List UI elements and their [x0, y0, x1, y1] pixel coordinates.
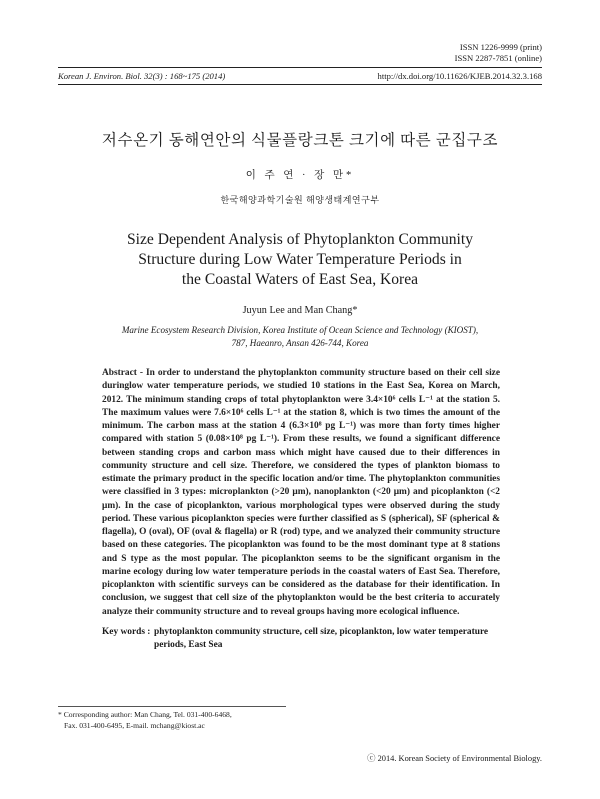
journal-reference: Korean J. Environ. Biol. 32(3) : 168~175 (2014)	[58, 71, 226, 81]
abstract-label: Abstract	[102, 368, 137, 378]
issn-online: ISSN 2287-7851 (online)	[454, 52, 542, 63]
korean-title: 저수온기 동해연안의 식물플랑크톤 크기에 따른 군집구조	[101, 132, 499, 149]
header-rule	[58, 67, 542, 68]
abstract-dash: -	[136, 368, 146, 378]
english-title	[0, 230, 600, 290]
korean-authors: 이 주 연 · 장 만*	[245, 170, 355, 181]
affiliation-line: Marine Ecosystem Research Division, Korea Institute of Ocean Science and Technology (KIOST),	[121, 325, 479, 335]
issn-print: ISSN 1226-9999 (print)	[459, 42, 542, 52]
footnote-line: * Corresponding author: Man Chang, Tel. 031-400-6468,	[58, 710, 232, 719]
footnote-line: Fax. 031-400-6495, E-mail. mchang@kiost.ac	[64, 720, 205, 730]
issn-block	[455, 42, 542, 63]
english-title-line: Size Dependent Analysis of Phytoplankton Community	[126, 231, 474, 248]
footnote-rule	[58, 706, 286, 707]
copyright: ⓒ 2014. Korean Society of Environmental Biology.	[367, 754, 542, 763]
abstract-text: In order to understand the phytoplankton community structure based on their cell size duringlow water temperature periods, we studied 10 stations in the East Sea, Korea on March, 2012. The minimum standing crops of total phytoplankton were 3.4×10⁶ cells L⁻¹ at the station 5. The maximum values were 7.6×10⁶ cells L⁻¹ at the station 8, which is two times the amount of the minimum. The carbon mass at the station 4 (6.3×10⁸ pg L⁻¹) was more than forty times higher compared with station 5 (0.08×10⁸ pg L⁻¹). From these results, we found a significant difference between standing crops and carbon mass which might have caused due to their differences in community structure and cell size. Therefore, we considered the types of plankton biomass to estimate the primary product in the specific location and/or time. The phytoplankton communities were classified in 3 types: microplankton (>20 μm), nanoplankton (<20 μm) and picoplankton (<2 μm). In the case of picoplankton, various morphological types were observed during the study period. These various picoplankton species were further classified as S (spherical), SF (spherical & flagella), O (oval), OF (oval & flagella) or R (rod) type, and we analyzed their community structure based on these categories. The picoplankton was found to be the most dominant type at 8 stations and S type as the most popular. The picoplankton seems to be the significant organism in the marine ecology during low water temperature periods in the coastal waters of East Sea. Therefore, picoplankton with scientific surveys can be considered as the database for their identification. In conclusion, we suggest that cell size of the phytoplankton would be the best criteria to accurately analyze their community structure and to reveal groups having more ecological influence.	[102, 368, 501, 617]
affiliation-line: 787, Haeanro, Ansan 426-744, Korea	[231, 338, 369, 348]
keywords	[102, 626, 500, 653]
english-title-line: Structure during Low Water Temperature Periods in	[138, 251, 462, 268]
doi-link[interactable]: http://dx.doi.org/10.11626/KJEB.2014.32.3.168	[377, 71, 542, 81]
keywords-line: periods, East Sea	[154, 640, 223, 651]
english-affiliation	[0, 324, 600, 350]
abstract	[102, 367, 500, 619]
english-title-line: the Coastal Waters of East Sea, Korea	[181, 271, 419, 288]
header-rule-bottom	[58, 84, 542, 85]
keywords-line: phytoplankton community structure, cell size, picoplankton, low water temperature	[154, 627, 489, 637]
korean-affiliation: 한국해양과학기술원 해양생태계연구부	[220, 195, 380, 205]
english-authors: Juyun Lee and Man Chang*	[242, 305, 358, 316]
footnote	[58, 710, 232, 731]
keywords-label: Key words :	[102, 627, 151, 637]
